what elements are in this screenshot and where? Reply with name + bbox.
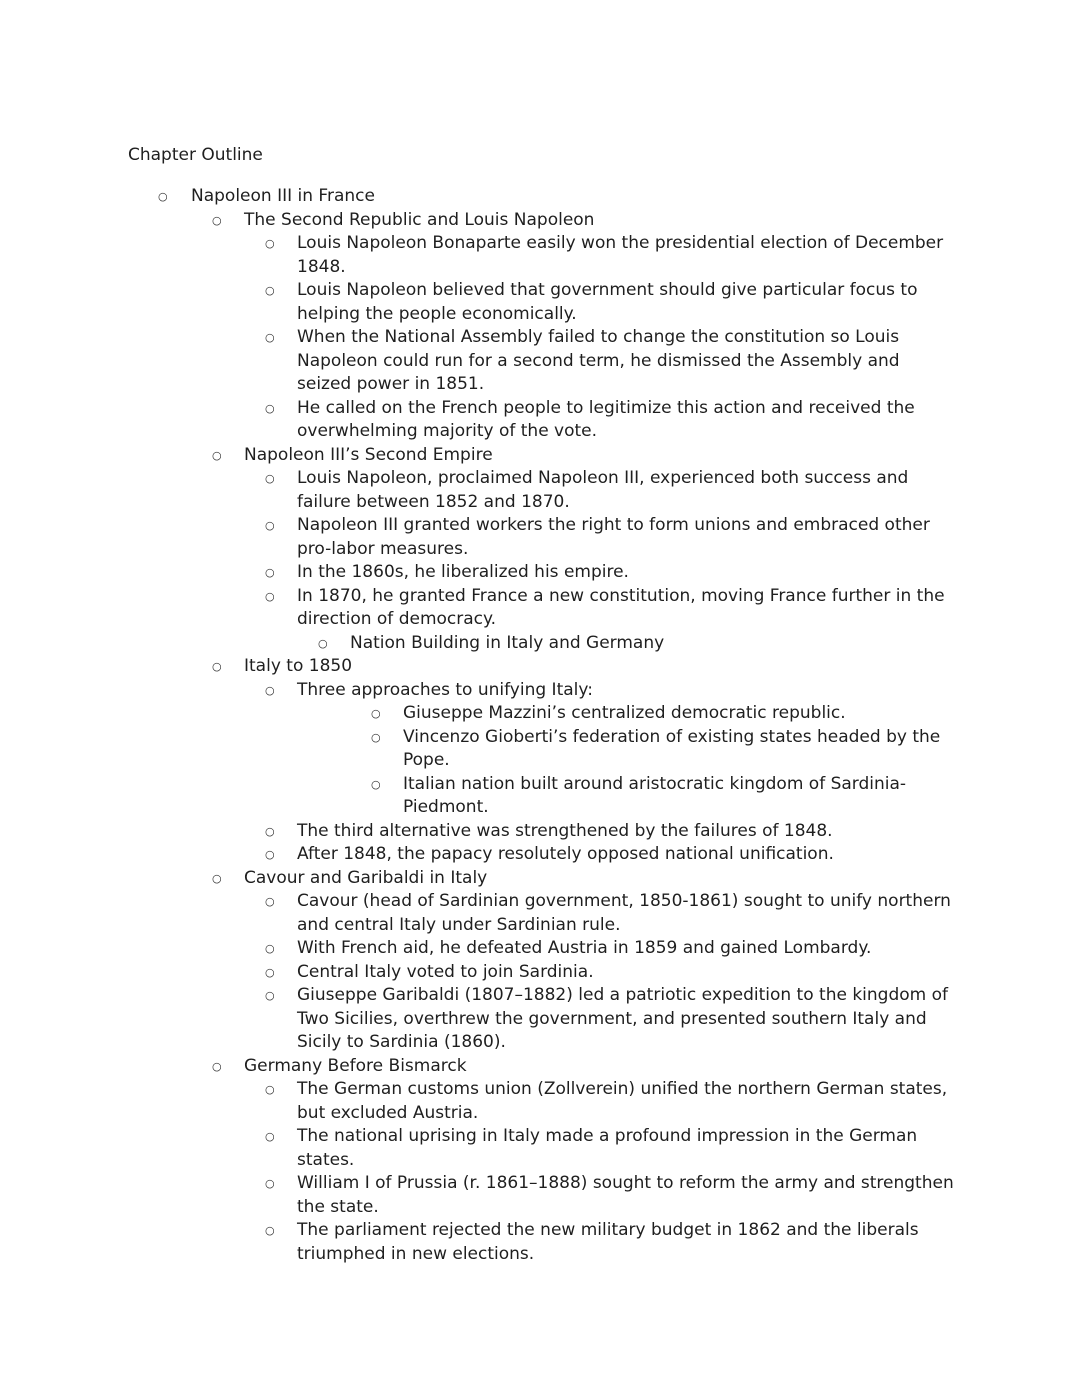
outline-item-text: William I of Prussia (r. 1861–1888) sought to reform the army and strengthen the state. bbox=[297, 1173, 954, 1217]
hollow-circle-bullet-icon: ○ bbox=[265, 683, 275, 697]
hollow-circle-bullet-icon: ○ bbox=[265, 989, 275, 1002]
outline-item-level-3 bbox=[0, 937, 1080, 961]
outline-item-level-3 bbox=[0, 467, 1080, 514]
hollow-circle-bullet-icon: ○ bbox=[371, 707, 381, 720]
chapter-outline-list bbox=[0, 185, 1080, 1266]
outline-item-text: In the 1860s, he liberalized his empire. bbox=[297, 562, 629, 582]
outline-item-text: Cavour and Garibaldi in Italy bbox=[244, 867, 488, 888]
hollow-circle-bullet-icon: ○ bbox=[265, 472, 275, 485]
outline-item-text: Italy to 1850 bbox=[244, 656, 353, 676]
hollow-circle-bullet-icon: ○ bbox=[265, 401, 275, 415]
outline-item-level-4 bbox=[0, 632, 1080, 656]
hollow-circle-bullet-icon: ○ bbox=[212, 213, 222, 227]
outline-item-level-3 bbox=[0, 1078, 1080, 1125]
hollow-circle-bullet-icon: ○ bbox=[265, 284, 275, 297]
outline-item-level-5 bbox=[0, 773, 1080, 820]
outline-item-level-3 bbox=[0, 561, 1080, 585]
hollow-circle-bullet-icon: ○ bbox=[265, 1130, 275, 1143]
hollow-circle-bullet-icon: ○ bbox=[318, 636, 328, 650]
hollow-circle-bullet-icon: ○ bbox=[212, 448, 222, 462]
outline-item-text: Vincenzo Gioberti’s federation of existing states headed by the Pope. bbox=[403, 726, 941, 770]
hollow-circle-bullet-icon: ○ bbox=[265, 848, 275, 861]
hollow-circle-bullet-icon: ○ bbox=[265, 1177, 275, 1190]
hollow-circle-bullet-icon: ○ bbox=[371, 730, 381, 744]
outline-item-text: After 1848, the papacy resolutely opposed national unification. bbox=[297, 844, 834, 864]
outline-item-text: Three approaches to unifying Italy: bbox=[297, 679, 593, 700]
outline-item-level-2 bbox=[0, 444, 1080, 468]
hollow-circle-bullet-icon: ○ bbox=[371, 777, 381, 791]
hollow-circle-bullet-icon: ○ bbox=[265, 237, 275, 250]
outline-item-level-3 bbox=[0, 820, 1080, 844]
outline-item-level-3 bbox=[0, 961, 1080, 985]
outline-item-text: The national uprising in Italy made a profound impression in the German states. bbox=[297, 1126, 918, 1170]
outline-item-level-3 bbox=[0, 679, 1080, 703]
outline-item-level-1 bbox=[0, 185, 1080, 209]
hollow-circle-bullet-icon: ○ bbox=[212, 871, 222, 885]
hollow-circle-bullet-icon: ○ bbox=[265, 824, 275, 838]
hollow-circle-bullet-icon: ○ bbox=[265, 965, 275, 979]
outline-item-level-3 bbox=[0, 397, 1080, 444]
outline-item-text: Napoleon III granted workers the right to form unions and embraced other pro-labor measures. bbox=[297, 515, 930, 559]
outline-item-level-3 bbox=[0, 1172, 1080, 1219]
outline-item-text: Cavour (head of Sardinian government, 1850-1861) sought to unify northern and central Italy under Sardinian rule. bbox=[297, 891, 951, 935]
outline-item-text: Louis Napoleon, proclaimed Napoleon III, experienced both success and failure between 1852 and 1870. bbox=[297, 468, 909, 512]
outline-item-text: Giuseppe Garibaldi (1807–1882) led a patriotic expedition to the kingdom of Two Sicilies, overthrew the government, and presented southern Italy and Sicily to Sardinia (1860). bbox=[297, 985, 949, 1052]
outline-item-level-3 bbox=[0, 514, 1080, 561]
hollow-circle-bullet-icon: ○ bbox=[265, 331, 275, 344]
outline-item-level-5 bbox=[0, 726, 1080, 773]
outline-item-text: Central Italy voted to join Sardinia. bbox=[297, 961, 594, 982]
outline-item-level-3 bbox=[0, 984, 1080, 1055]
outline-item-level-2 bbox=[0, 655, 1080, 679]
outline-item-text: With French aid, he defeated Austria in 1859 and gained Lombardy. bbox=[297, 938, 872, 958]
hollow-circle-bullet-icon: ○ bbox=[265, 566, 275, 579]
outline-item-level-3 bbox=[0, 1219, 1080, 1266]
outline-item-text: Louis Napoleon believed that government should give particular focus to helping the people economically. bbox=[297, 280, 918, 324]
outline-item-text: Giuseppe Mazzini’s centralized democratic republic. bbox=[403, 703, 846, 723]
outline-item-text: Napoleon III in France bbox=[191, 186, 375, 206]
outline-item-level-3 bbox=[0, 890, 1080, 937]
outline-item-level-5 bbox=[0, 702, 1080, 726]
outline-item-text: When the National Assembly failed to change the constitution so Louis Napoleon could run for a second term, he dismissed the Assembly and seized power in 1851. bbox=[297, 327, 900, 394]
outline-item-text: The third alternative was strengthened by the failures of 1848. bbox=[297, 820, 833, 841]
page-title: Chapter Outline bbox=[128, 145, 263, 165]
outline-item-text: In 1870, he granted France a new constitution, moving France further in the direction of democracy. bbox=[297, 585, 945, 629]
hollow-circle-bullet-icon: ○ bbox=[265, 519, 275, 532]
hollow-circle-bullet-icon: ○ bbox=[265, 1083, 275, 1096]
outline-item-text: Italian nation built around aristocratic kingdom of Sardinia-Piedmont. bbox=[403, 773, 907, 817]
outline-item-text: Germany Before Bismarck bbox=[244, 1055, 467, 1076]
outline-item-text: Nation Building in Italy and Germany bbox=[350, 632, 665, 653]
hollow-circle-bullet-icon: ○ bbox=[265, 942, 275, 955]
outline-item-text: The parliament rejected the new military budget in 1862 and the liberals triumphed in new elections. bbox=[297, 1220, 919, 1264]
outline-item-level-3 bbox=[0, 326, 1080, 397]
outline-item-level-3 bbox=[0, 1125, 1080, 1172]
outline-item-text: The Second Republic and Louis Napoleon bbox=[244, 209, 595, 230]
outline-item-level-3 bbox=[0, 232, 1080, 279]
hollow-circle-bullet-icon: ○ bbox=[265, 895, 275, 908]
outline-item-text: Louis Napoleon Bonaparte easily won the presidential election of December 1848. bbox=[297, 233, 944, 277]
outline-item-text: Napoleon III’s Second Empire bbox=[244, 444, 493, 465]
outline-item-text: He called on the French people to legitimize this action and received the overwhelming majority of the vote. bbox=[297, 397, 915, 441]
hollow-circle-bullet-icon: ○ bbox=[212, 1059, 222, 1073]
outline-item-level-3 bbox=[0, 843, 1080, 867]
outline-item-level-3 bbox=[0, 585, 1080, 632]
outline-item-level-2 bbox=[0, 867, 1080, 891]
outline-item-level-2 bbox=[0, 1055, 1080, 1079]
hollow-circle-bullet-icon: ○ bbox=[265, 1224, 275, 1237]
outline-item-level-2 bbox=[0, 209, 1080, 233]
outline-item-text: The German customs union (Zollverein) unified the northern German states, but excluded Austria. bbox=[297, 1079, 948, 1123]
hollow-circle-bullet-icon: ○ bbox=[158, 190, 168, 203]
hollow-circle-bullet-icon: ○ bbox=[265, 589, 275, 603]
outline-item-level-3 bbox=[0, 279, 1080, 326]
hollow-circle-bullet-icon: ○ bbox=[212, 660, 222, 673]
